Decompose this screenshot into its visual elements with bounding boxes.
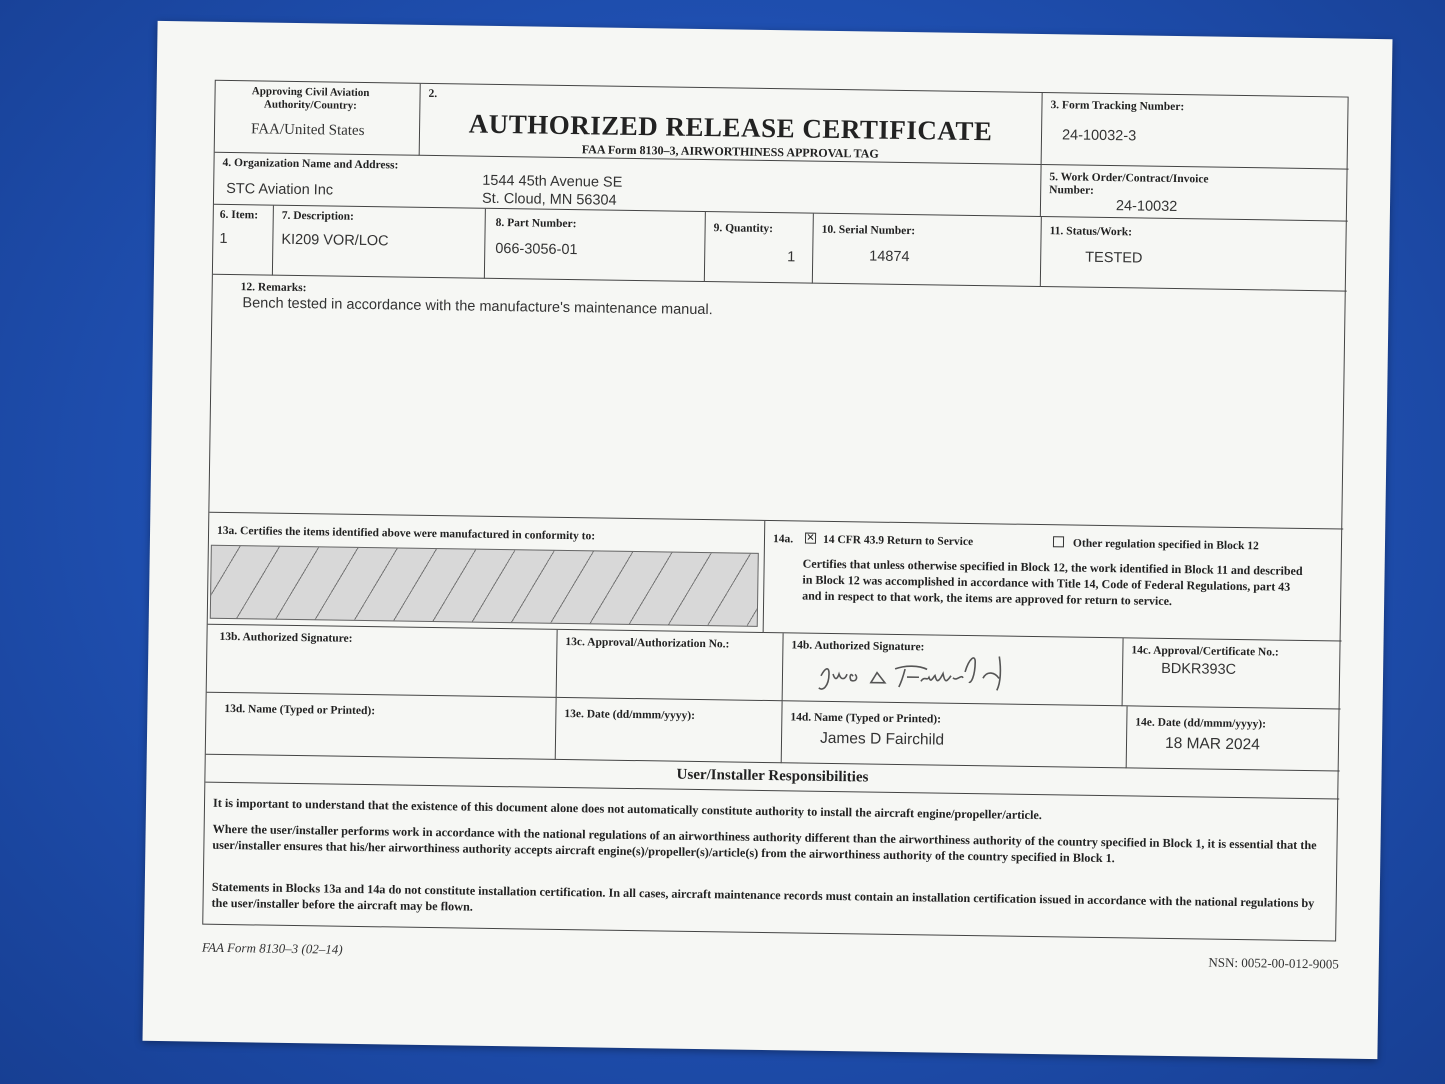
- block-14b: [783, 633, 1124, 706]
- block-7-label: 7. Description:: [281, 209, 355, 223]
- block-13b-label: 13b. Authorized Signature:: [219, 630, 353, 645]
- item-description: KI209 VOR/LOC: [281, 231, 389, 250]
- block-14e: [1127, 706, 1341, 771]
- block-6-label: 6. Item:: [219, 208, 259, 222]
- other-regulation-label: Other regulation specified in Block 12: [1072, 537, 1259, 553]
- item-number: 1: [219, 230, 228, 247]
- form-tracking-number: 24-10032-3: [1061, 127, 1137, 145]
- block-12: [209, 275, 1346, 530]
- block-8: [485, 209, 706, 282]
- block-14d-label: 14d. Name (Typed or Printed):: [790, 711, 942, 726]
- quantity: 1: [787, 249, 796, 266]
- block-14a: [764, 521, 1344, 642]
- block-7: [273, 206, 486, 279]
- block-13b: [207, 625, 558, 698]
- block-13a: [208, 513, 766, 633]
- work-order-number: 24-10032: [1115, 198, 1178, 216]
- block-9-label: 9. Quantity:: [713, 222, 774, 236]
- block-4-label: 4. Organization Name and Address:: [222, 156, 399, 172]
- block-14c: [1123, 638, 1342, 709]
- printed-name: James D Fairchild: [819, 729, 945, 749]
- block-8-label: 8. Part Number:: [495, 216, 577, 231]
- block-13c-label: 13c. Approval/Authorization No.:: [565, 636, 730, 651]
- certificate-form: [202, 80, 1348, 942]
- serial-number: 14874: [869, 248, 910, 266]
- block-11: [1041, 217, 1348, 292]
- block-13a-hatched-area: [210, 545, 759, 627]
- block-13a-label: 13a. Certifies the items identified above were manufactured in conformity to:: [216, 524, 596, 543]
- block-1-label: Approving Civil Aviation Authority/Country:: [251, 85, 370, 112]
- block-1: [215, 81, 421, 156]
- certificate-subtitle: FAA Form 8130–3, AIRWORTHINESS APPROVAL TAG: [581, 142, 879, 161]
- block-10-label: 10. Serial Number:: [821, 223, 916, 238]
- block-3: [1042, 93, 1350, 170]
- responsibilities-p2: Where the user/installer performs work in accordance with the national regulations of an airworthiness authority different than the airworthiness authority of the country specified in Block 1, it is essential that the user/installer ensures that his/her airworthiness authority accepts aircraft engine(s)/propeller(s)/article(s) from the airworthiness authority of the country specified in Block 1.: [212, 821, 1317, 866]
- certificate-title: AUTHORIZED RELEASE CERTIFICATE: [468, 108, 993, 147]
- organization-address-1: 1544 45th Avenue SE: [482, 172, 623, 191]
- block-13e-label: 13e. Date (dd/mmm/yyyy):: [564, 708, 696, 722]
- nsn-number: NSN: 0052-00-012-9005: [1208, 954, 1339, 972]
- block-3-label: 3. Form Tracking Number:: [1050, 99, 1185, 114]
- block-14a-label: 14a.: [772, 533, 794, 546]
- block-9: [705, 212, 814, 284]
- block-2-label: 2.: [428, 87, 438, 101]
- remarks-text: Bench tested in accordance with the manufacture's maintenance manual.: [242, 295, 713, 319]
- block-13e: [556, 698, 783, 763]
- block-14d: [782, 701, 1128, 768]
- organization-address-2: St. Cloud, MN 56304: [481, 190, 617, 209]
- approval-certificate-number: BDKR393C: [1161, 660, 1237, 678]
- block-14e-label: 14e. Date (dd/mmm/yyyy):: [1135, 716, 1267, 731]
- release-date: 18 MAR 2024: [1164, 734, 1260, 754]
- approving-authority: FAA/United States: [250, 121, 365, 139]
- organization-name: STC Aviation Inc: [226, 180, 334, 199]
- block-12-label: 12. Remarks:: [240, 281, 307, 295]
- responsibilities-heading: User/Installer Responsibilities: [676, 766, 869, 786]
- block-10: [813, 214, 1042, 287]
- block-13d: [206, 693, 557, 760]
- return-to-service-checkbox[interactable]: ✕: [806, 532, 815, 544]
- status-work: TESTED: [1085, 249, 1143, 267]
- block-5-label: 5. Work Order/Contract/Invoice Number:: [1049, 171, 1209, 197]
- block-5: [1041, 165, 1349, 222]
- responsibilities-p1: It is important to understand that the existence of this document alone does not automatically constitute authority to install the aircraft engine/propeller/article.: [212, 795, 1042, 823]
- return-to-service-label: 14 CFR 43.9 Return to Service: [822, 533, 974, 549]
- block-13d-label: 13d. Name (Typed or Printed):: [224, 702, 376, 718]
- block-13c: [557, 630, 784, 701]
- block-2: [420, 84, 1043, 165]
- part-number: 066-3056-01: [495, 240, 578, 259]
- certificate-paper: [143, 21, 1393, 1059]
- responsibilities-p3: Statements in Blocks 13a and 14a do not constitute installation certification. In all cases, aircraft maintenance records must contain an installation certification issued in accordance with the national regulations by the user/installer before the aircraft may be flown.: [211, 879, 1315, 914]
- responsibilities-body: [203, 783, 1339, 943]
- block-11-label: 11. Status/Work:: [1049, 225, 1133, 239]
- block-14a-certification-text: Certifies that unless otherwise specified in Block 12, the work identified in Block 11 and described in Block 12 was accomplished in accordance with Title 14, Code of Federal Regulations, part 43 and in respect to that work, the items are approved for return to service.: [802, 556, 1303, 609]
- other-regulation-checkbox[interactable]: [1053, 536, 1064, 547]
- form-identifier: FAA Form 8130–3 (02–14): [201, 939, 343, 957]
- handwritten-signature: [815, 646, 1046, 701]
- block-14c-label: 14c. Approval/Certificate No.:: [1131, 644, 1279, 659]
- block-6: [213, 205, 274, 276]
- block-14b-label: 14b. Authorized Signature:: [791, 639, 925, 654]
